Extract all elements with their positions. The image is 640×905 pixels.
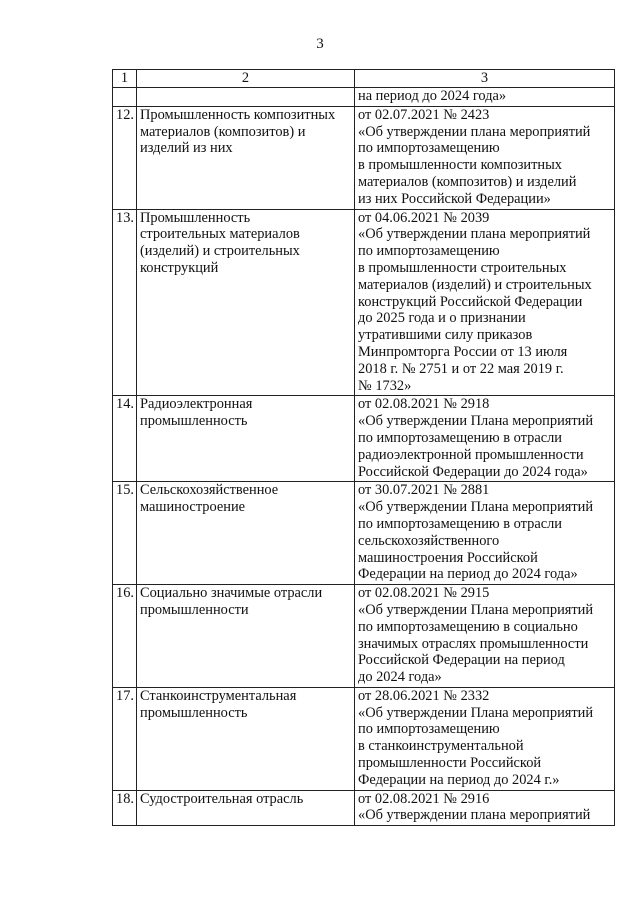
- row-number: 13.: [113, 209, 137, 396]
- order-line: Российской Федерации до 2024 года»: [358, 463, 588, 480]
- order-line: на период до 2024 года»: [358, 88, 507, 104]
- industry-line: Сельскохозяйственное: [140, 482, 279, 499]
- industry-line: промышленности: [140, 601, 249, 618]
- order-line: по импортозамещению в отрасли: [358, 515, 562, 532]
- industry-line: строительных материалов: [140, 226, 300, 243]
- table-row: [113, 106, 615, 209]
- order-line: по импортозамещению: [358, 721, 500, 738]
- table-row: [113, 482, 615, 585]
- order-cell: [355, 790, 615, 826]
- industry-cell: [137, 687, 355, 790]
- continuation-industry-cell: [137, 88, 355, 107]
- industry-cell: [137, 790, 355, 826]
- order-cell: [355, 482, 615, 585]
- header-col-1: 1: [113, 70, 137, 88]
- row-number: 14.: [113, 396, 137, 482]
- order-line: от 02.08.2021 № 2918: [358, 396, 490, 413]
- order-line: промышленности Российской: [358, 755, 542, 772]
- industry-line: Радиоэлектронная: [140, 396, 253, 413]
- industry-line: Судостроительная отрасль: [140, 790, 304, 807]
- industry-cell: [137, 482, 355, 585]
- order-line: от 28.06.2021 № 2332: [358, 687, 490, 704]
- table-row: [113, 790, 615, 826]
- row-number: 12.: [113, 106, 137, 209]
- order-line: Минпромторга России от 13 июля: [358, 343, 568, 360]
- industry-line: Промышленность: [140, 209, 251, 226]
- industry-line: машиностроение: [140, 499, 246, 516]
- order-cell: [355, 209, 615, 396]
- continuation-num-cell: [113, 88, 137, 107]
- order-line: в промышленности строительных: [358, 259, 567, 276]
- order-cell: [355, 396, 615, 482]
- order-line: радиоэлектронной промышленности: [358, 446, 584, 463]
- order-line: 2018 г. № 2751 и от 22 мая 2019 г.: [358, 360, 564, 377]
- order-line: от 02.07.2021 № 2423: [358, 106, 490, 123]
- industry-line: материалов (композитов) и: [140, 123, 306, 140]
- order-line: от 30.07.2021 № 2881: [358, 482, 490, 499]
- order-line: «Об утверждении плана мероприятий: [358, 123, 591, 140]
- order-line: по импортозамещению: [358, 243, 500, 260]
- industry-cell: [137, 396, 355, 482]
- order-cell: [355, 585, 615, 688]
- order-line: № 1732»: [358, 377, 412, 394]
- table-row: [113, 396, 615, 482]
- header-col-2: 2: [137, 70, 355, 88]
- table-row: [113, 585, 615, 688]
- industry-line: конструкций: [140, 259, 219, 276]
- order-line: Российской Федерации на период: [358, 652, 565, 669]
- continuation-row: [113, 88, 615, 107]
- order-cell: [355, 687, 615, 790]
- industry-line: промышленность: [140, 704, 248, 721]
- order-line: «Об утверждении Плана мероприятий: [358, 704, 594, 721]
- industry-line: Промышленность композитных: [140, 106, 336, 123]
- order-line: «Об утверждении плана мероприятий: [358, 226, 591, 243]
- row-number: 15.: [113, 482, 137, 585]
- order-line: «Об утверждении Плана мероприятий: [358, 413, 594, 430]
- order-line: от 04.06.2021 № 2039: [358, 209, 490, 226]
- industry-line: (изделий) и строительных: [140, 243, 300, 260]
- continuation-order-cell: [355, 88, 615, 107]
- order-line: «Об утверждении плана мероприятий: [358, 807, 591, 824]
- order-line: по импортозамещению в отрасли: [358, 429, 562, 446]
- industry-cell: [137, 106, 355, 209]
- order-line: в промышленности композитных: [358, 157, 562, 174]
- order-line: из них Российской Федерации»: [358, 190, 551, 207]
- industry-line: изделий из них: [140, 140, 233, 157]
- industry-line: Социально значимые отрасли: [140, 585, 323, 602]
- import-substitution-table: [112, 69, 615, 826]
- header-col-3: 3: [355, 70, 615, 88]
- order-line: до 2025 года и о признании: [358, 310, 526, 327]
- order-line: машиностроения Российской: [358, 549, 538, 566]
- order-line: конструкций Российской Федерации: [358, 293, 583, 310]
- order-line: Федерации на период до 2024 г.»: [358, 771, 560, 788]
- order-line: в станкоинструментальной: [358, 738, 524, 755]
- industry-cell: [137, 209, 355, 396]
- order-line: по импортозамещению в социально: [358, 618, 578, 635]
- order-line: по импортозамещению: [358, 140, 500, 157]
- order-line: материалов (композитов) и изделий: [358, 173, 577, 190]
- industry-line: промышленность: [140, 413, 248, 430]
- table-row: [113, 209, 615, 396]
- table-header-row: [113, 70, 615, 88]
- order-line: от 02.08.2021 № 2915: [358, 585, 490, 602]
- row-number: 16.: [113, 585, 137, 688]
- order-line: до 2024 года»: [358, 669, 442, 686]
- industry-cell: [137, 585, 355, 688]
- order-line: от 02.08.2021 № 2916: [358, 790, 490, 807]
- table-body: [113, 70, 615, 826]
- row-number: 18.: [113, 790, 137, 826]
- order-line: Федерации на период до 2024 года»: [358, 566, 578, 583]
- order-line: значимых отраслях промышленности: [358, 635, 589, 652]
- order-line: «Об утверждении Плана мероприятий: [358, 499, 594, 516]
- order-cell: [355, 106, 615, 209]
- order-line: «Об утверждении Плана мероприятий: [358, 601, 594, 618]
- page-number: 3: [316, 36, 324, 52]
- order-line: сельскохозяйственного: [358, 532, 500, 549]
- order-line: утратившими силу приказов: [358, 327, 533, 344]
- table-row: [113, 687, 615, 790]
- row-number: 17.: [113, 687, 137, 790]
- industry-line: Станкоинструментальная: [140, 687, 297, 704]
- order-line: материалов (изделий) и строительных: [358, 276, 592, 293]
